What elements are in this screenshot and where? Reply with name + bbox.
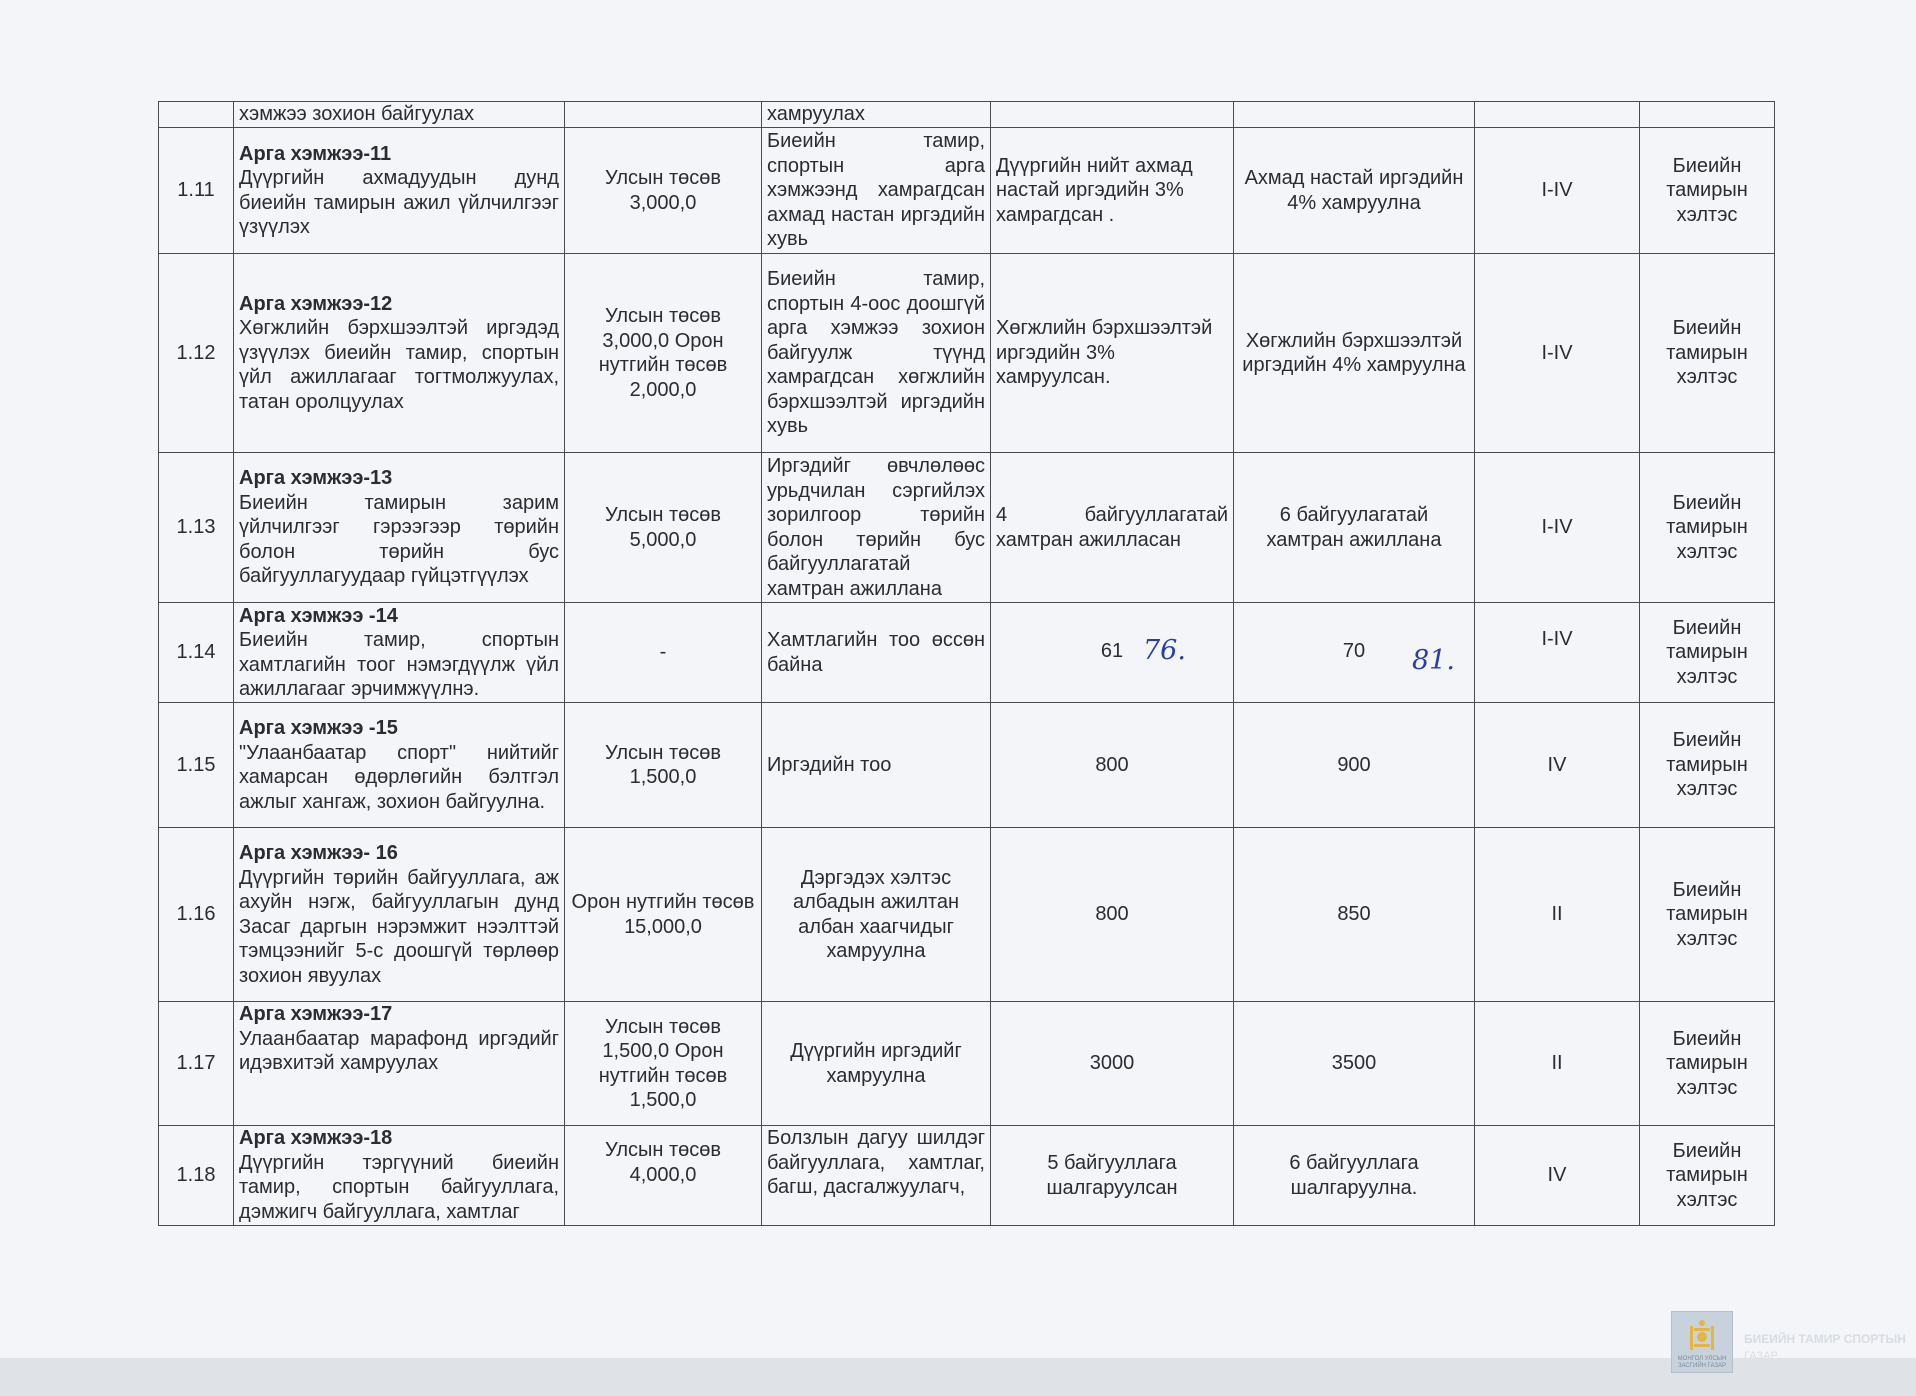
handwritten-note: 81. <box>1412 645 1455 676</box>
baseline-cell <box>991 102 1234 128</box>
baseline-cell: 4 байгууллагатай хамтран ажилласан <box>991 453 1234 603</box>
activity-title: Арга хэмжээ-13 <box>239 467 393 490</box>
row-number: 1.17 <box>159 1002 234 1126</box>
responsible-cell: Биеийн тамирын хэлтэс <box>1640 1002 1775 1126</box>
table-row <box>159 1002 1775 1126</box>
activity-cell <box>234 603 565 703</box>
period-cell: I-IV <box>1475 254 1640 453</box>
target-value: 70 <box>1342 640 1366 662</box>
activity-text: Дүүргийн тэргүүний биеийн тамир, спортын байгууллага, дэмжигч байгууллага, хамтлаг <box>239 1151 559 1223</box>
period-cell: I-IV <box>1475 128 1640 254</box>
baseline-cell: Дүүргийн нийт ахмад настай иргэдийн 3% хамрагдсан . <box>991 128 1234 254</box>
indicator-cell: хамруулах <box>762 102 991 128</box>
watermark-line-1: БИЕИЙН ТАМИР СПОРТЫН <box>1744 1332 1906 1346</box>
funding-cell: Орон нутгийн төсөв 15,000,0 <box>565 828 762 1002</box>
indicator-cell: Биеийн тамир, спортын 4-оос доошгүй арга хэмжээ зохион байгуулж түүнд хамрагдсан хөгжлийн бэрхшээлтэй иргэдийн хувь <box>762 254 991 453</box>
activity-cell <box>234 453 565 603</box>
activity-cell <box>234 128 565 254</box>
activity-text: Дүүргийн ахмадуудын дунд биеийн тамирын ажил үйлчилгээг үзүүлэх <box>239 167 559 238</box>
responsible-cell: Биеийн тамирын хэлтэс <box>1640 603 1775 703</box>
activity-cell: хэмжээ зохион байгуулах <box>234 102 565 128</box>
table-row <box>159 703 1775 828</box>
indicator-cell: Болзлын дагуу шилдэг байгууллага, хамтлаг, багш, дасгалжуулагч, <box>762 1126 991 1226</box>
period-cell: II <box>1475 1002 1640 1126</box>
indicator-cell: Дүүргийн иргэдийг хамруулна <box>762 1002 991 1126</box>
responsible-cell: Биеийн тамирын хэлтэс <box>1640 128 1775 254</box>
funding-cell: Улсын төсөв 4,000,0 <box>565 1126 762 1226</box>
funding-cell: Улсын төсөв 3,000,0 <box>565 128 762 254</box>
period-cell: I-IV <box>1475 453 1640 603</box>
funding-cell: - <box>565 603 762 703</box>
activity-title: Арга хэмжээ-17 <box>239 1003 393 1025</box>
funding-cell: Улсын төсөв 1,500,0 <box>565 703 762 828</box>
table-row <box>159 128 1775 254</box>
responsible-cell: Биеийн тамирын хэлтэс <box>1640 828 1775 1002</box>
baseline-cell: Хөгжлийн бэрхшээлтэй иргэдийн 3% хамруулсан. <box>991 254 1234 453</box>
target-cell: Ахмад настай иргэдийн 4% хамруулна <box>1234 128 1475 254</box>
baseline-value: 61 <box>1100 640 1124 662</box>
period-cell: IV <box>1475 1126 1640 1226</box>
table-row <box>159 1126 1775 1226</box>
target-cell: 6 байгууллага шалгаруулна. <box>1234 1126 1475 1226</box>
target-cell: 3500 <box>1234 1002 1475 1126</box>
activity-cell <box>234 1126 565 1226</box>
activity-title: Арга хэмжээ-12 <box>239 292 393 315</box>
funding-cell: Улсын төсөв 5,000,0 <box>565 453 762 603</box>
emblem-caption: МОНГОЛ УЛСЫН ЗАСГИЙН ГАЗАР <box>1677 1356 1727 1369</box>
government-emblem-logo <box>1671 1311 1733 1373</box>
target-cell <box>1234 102 1475 128</box>
indicator-cell: Хамтлагийн тоо өссөн байна <box>762 603 991 703</box>
table-row <box>159 453 1775 603</box>
scan-bottom-edge <box>0 1358 1916 1396</box>
row-number: 1.14 <box>159 603 234 703</box>
activity-table <box>158 101 1775 1226</box>
target-cell: 850 <box>1234 828 1475 1002</box>
row-number: 1.12 <box>159 254 234 453</box>
indicator-cell: Иргэдийг өвчлөлөөс урьдчилан сэргийлэх зорилгоор төрийн болон төрийн бус байгууллагатай хамтран ажиллана <box>762 453 991 603</box>
period-cell: I-IV <box>1475 603 1640 703</box>
baseline-cell: 5 байгууллага шалгаруулсан <box>991 1126 1234 1226</box>
row-number: 1.11 <box>159 128 234 254</box>
activity-title: Арга хэмжээ -15 <box>239 717 398 739</box>
row-number <box>159 102 234 128</box>
row-number: 1.15 <box>159 703 234 828</box>
indicator-cell: Иргэдийн тоо <box>762 703 991 828</box>
activity-cell <box>234 254 565 453</box>
row-number: 1.13 <box>159 453 234 603</box>
soyombo-icon <box>1684 1318 1720 1356</box>
baseline-cell: 800 <box>991 703 1234 828</box>
period-cell <box>1475 102 1640 128</box>
target-cell <box>1234 603 1475 703</box>
handwritten-note: 76. <box>1143 635 1186 666</box>
activity-text: Хөгжлийн бэрхшээлтэй иргэдэд үзүүлэх биеийн тамир, спортын үйл ажиллагааг тогтмолжуулах, татан оролцуулах <box>239 317 559 413</box>
responsible-cell <box>1640 102 1775 128</box>
activity-title: Арга хэмжээ-18 <box>239 1127 393 1149</box>
responsible-cell: Биеийн тамирын хэлтэс <box>1640 1126 1775 1226</box>
activity-title: Арга хэмжээ -14 <box>239 604 398 627</box>
responsible-cell: Биеийн тамирын хэлтэс <box>1640 703 1775 828</box>
responsible-cell: Биеийн тамирын хэлтэс <box>1640 254 1775 453</box>
table-row <box>159 603 1775 703</box>
indicator-cell: Биеийн тамир, спортын арга хэмжээнд хамрагдсан ахмад настан иргэдийн хувь <box>762 128 991 254</box>
indicator-cell: Дэргэдэх хэлтэс албадын ажилтан албан хаагчидыг хамруулна <box>762 828 991 1002</box>
funding-cell <box>565 102 762 128</box>
responsible-cell: Биеийн тамирын хэлтэс <box>1640 453 1775 603</box>
activity-text: Дүүргийн төрийн байгууллага, аж ахуйн нэгж, байгууллагын дунд Засаг даргын нэрэмжит нээлттэй тэмцээнийг 5-с доошгүй төрлөөр зохион явуулах <box>239 866 559 987</box>
activity-title: Арга хэмжээ- 16 <box>239 842 398 864</box>
watermark-line-2: ГАЗАР <box>1744 1350 1778 1362</box>
funding-cell: Улсын төсөв 3,000,0 Орон нутгийн төсөв 2,000,0 <box>565 254 762 453</box>
baseline-cell: 3000 <box>991 1002 1234 1126</box>
table-row <box>159 828 1775 1002</box>
activity-cell <box>234 828 565 1002</box>
period-cell: IV <box>1475 703 1640 828</box>
activity-text: Улаанбаатар марафонд иргэдийг идэвхитэй хамруулах <box>239 1027 559 1074</box>
funding-cell: Улсын төсөв 1,500,0 Орон нутгийн төсөв 1,500,0 <box>565 1002 762 1126</box>
baseline-cell <box>991 603 1234 703</box>
target-cell: 6 байгуулагатай хамтран ажиллана <box>1234 453 1475 603</box>
table-row <box>159 254 1775 453</box>
activity-text: Биеийн тамир, спортын хамтлагийн тоог нэмэгдүүлж үйл ажиллагааг эрчимжүүлнэ. <box>239 629 559 700</box>
table-row <box>159 102 1775 128</box>
activity-title: Арга хэмжээ-11 <box>239 142 392 165</box>
row-number: 1.18 <box>159 1126 234 1226</box>
target-cell: 900 <box>1234 703 1475 828</box>
row-number: 1.16 <box>159 828 234 1002</box>
activity-text: "Улаанбаатар спорт" нийтийг хамарсан өдөрлөгийн бэлтгэл ажлыг хангаж, зохион байгуулна. <box>239 741 559 813</box>
activity-text: Биеийн тамирын зарим үйлчилгээг гэрээгээр төрийн болон төрийн бус байгууллагуудаар гүйцэтгүүлэх <box>239 491 559 588</box>
activity-cell <box>234 1002 565 1126</box>
period-cell: II <box>1475 828 1640 1002</box>
activity-cell <box>234 703 565 828</box>
target-cell: Хөгжлийн бэрхшээлтэй иргэдийн 4% хамруулна <box>1234 254 1475 453</box>
baseline-cell: 800 <box>991 828 1234 1002</box>
